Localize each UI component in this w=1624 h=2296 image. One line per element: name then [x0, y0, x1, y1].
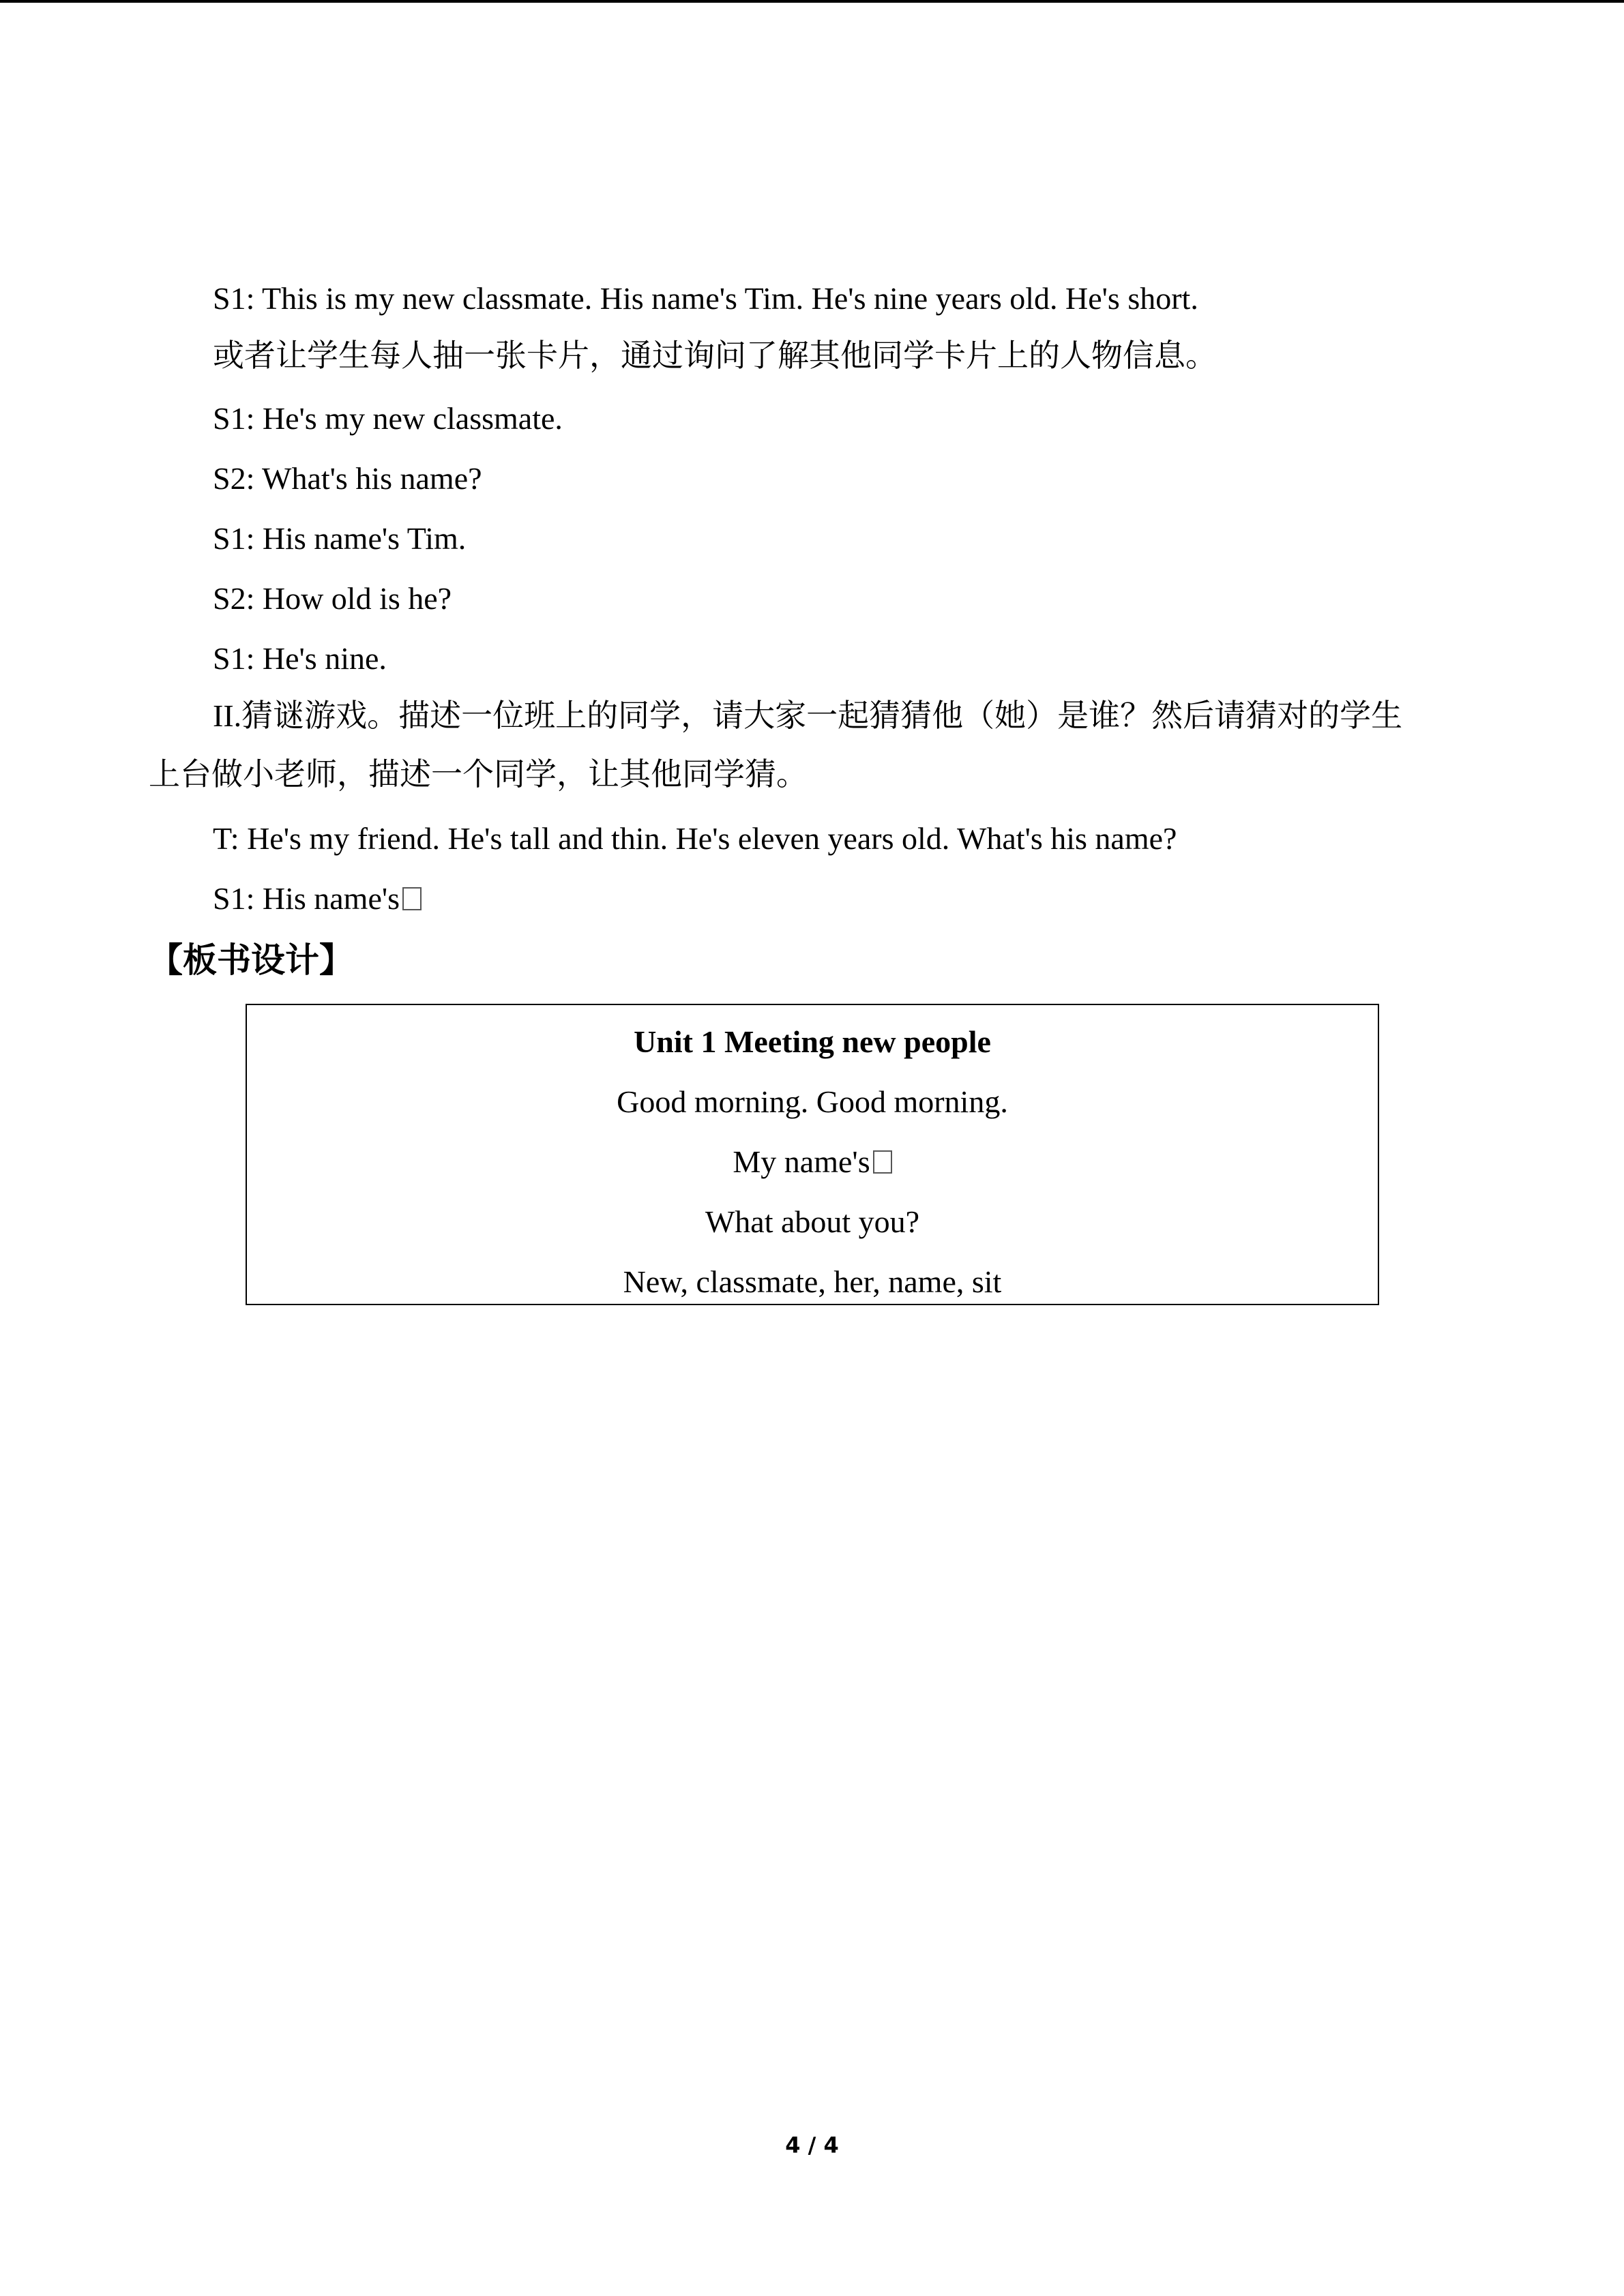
- board-text: My name's: [733, 1144, 870, 1179]
- dialogue-line: S2: What's his name?: [213, 461, 482, 496]
- dialogue-line: S2: How old is he?: [213, 581, 452, 616]
- board-line: What about you?: [705, 1204, 920, 1239]
- page-number: 4 / 4: [785, 2132, 839, 2158]
- instruction-line: 或者让学生每人抽一张卡片，通过询问了解其他同学卡片上的人物信息。: [213, 338, 1217, 373]
- dialogue-line: S1: He's my new classmate.: [213, 401, 563, 436]
- board-design-box: [246, 1004, 1379, 1305]
- dialogue-line: T: He's my friend. He's tall and thin. He's eleven years old. What's his name?: [213, 821, 1177, 856]
- dialogue-text: S1: His name's: [213, 881, 400, 916]
- board-title: Unit 1 Meeting new people: [634, 1024, 991, 1059]
- dialogue-line-with-blank: [213, 878, 422, 919]
- section-heading: 【板书设计】: [149, 940, 353, 980]
- dialogue-line: S1: He's nine.: [213, 641, 387, 676]
- blank-box-glyph: [402, 887, 422, 910]
- board-line: New, classmate, her, name, sit: [623, 1264, 1002, 1299]
- board-line: Good morning. Good morning.: [617, 1084, 1008, 1119]
- game-instruction-line: II.猜谜游戏。描述一位班上的同学，请大家一起猜猜他（她）是谁？然后请猜对的学生: [213, 698, 1403, 733]
- dialogue-line: S1: This is my new classmate. His name's Tim. He's nine years old. He's short.: [213, 281, 1198, 316]
- blank-box-glyph: [873, 1150, 892, 1174]
- dialogue-line: S1: His name's Tim.: [213, 521, 467, 556]
- game-instruction-line: 上台做小老师，描述一个同学，让其他同学猜。: [149, 757, 808, 792]
- board-line-with-blank: [247, 1142, 1378, 1182]
